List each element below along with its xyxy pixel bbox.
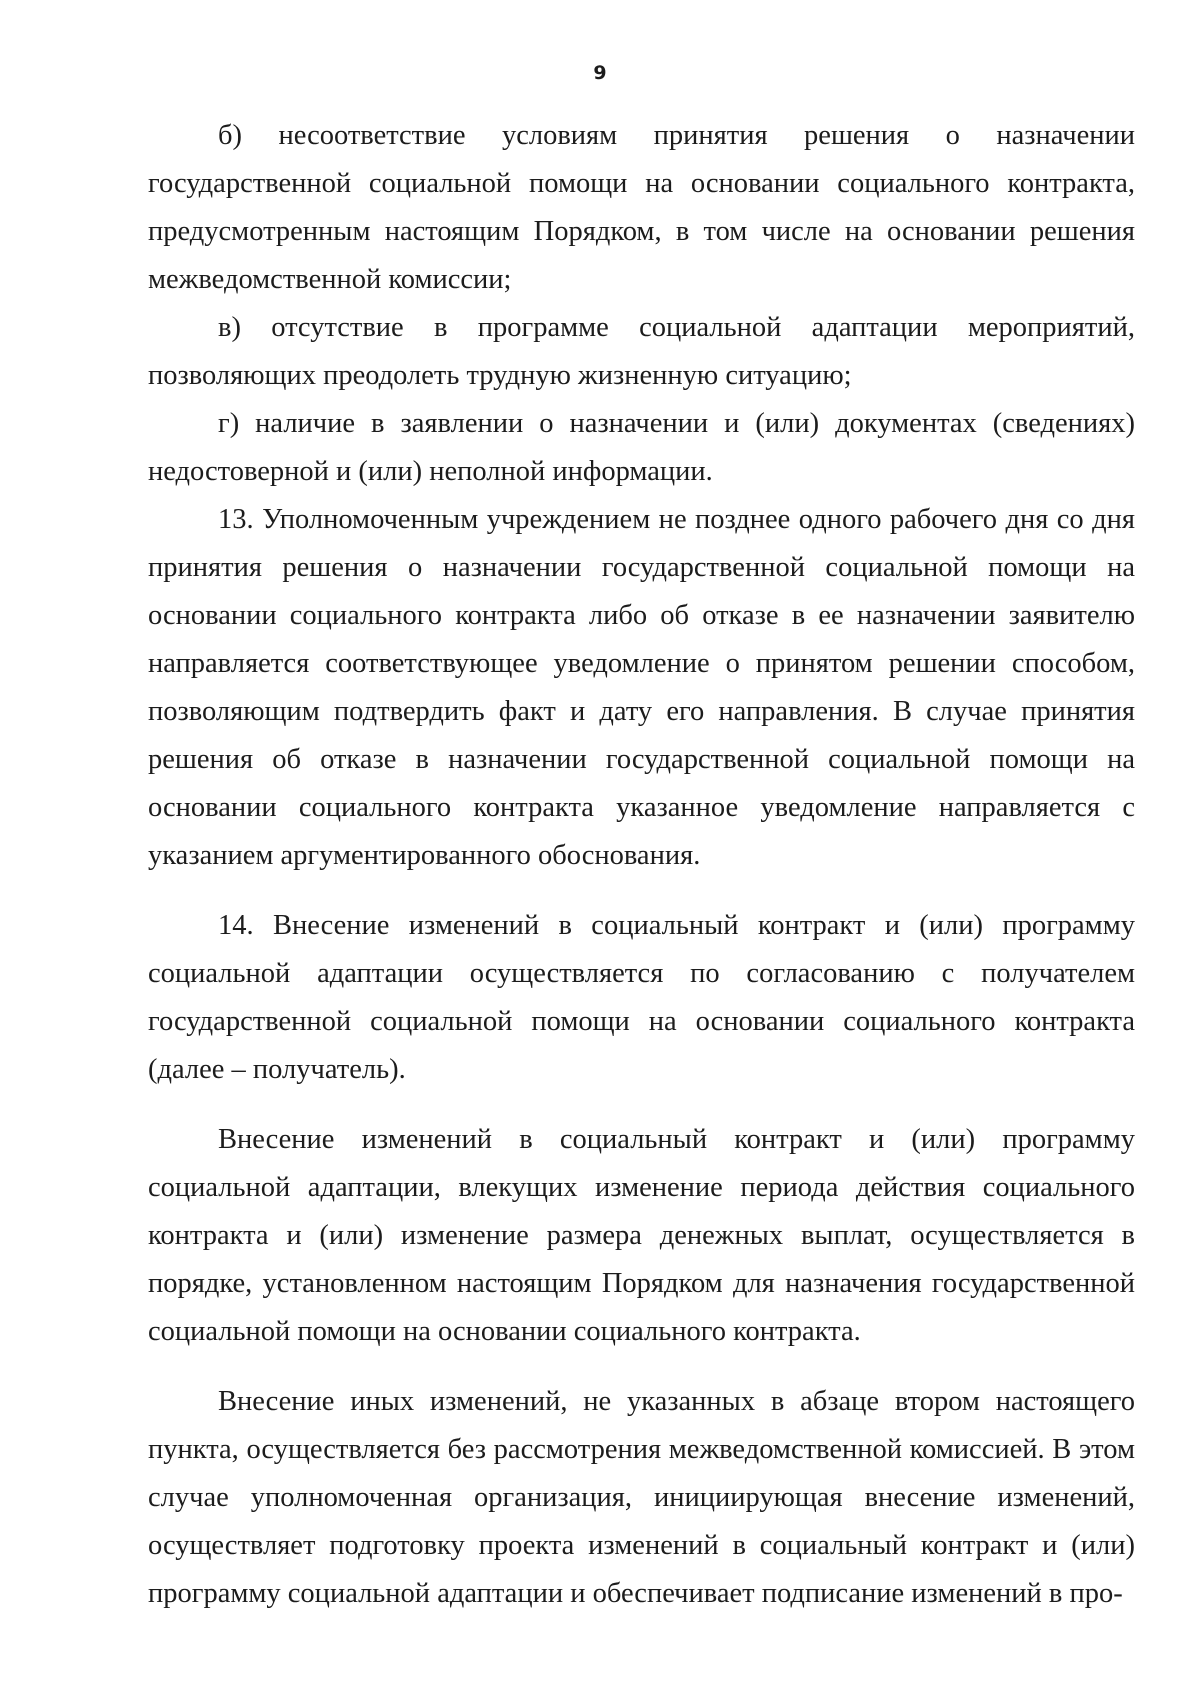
paragraph-b: б) несоответствие условиям принятия решения о назначении государственной социальной помощи на основании социального контракта, предусмотренным настоящим Порядком, в том числе на основании решения межведомственной комиссии; <box>148 120 1135 295</box>
paragraph-14-third: Внесение иных изменений, не указанных в абзаце втором настоящего пункта, осуществляется без рассмотрения межведомственной комиссией. В этом случае уполномоченная организация, инициирующая внесение изменений, осуществляет подготовку проекта изменений в социальный контракт и (или) программу социальной адаптации и обеспечивает подписание изменений в про- <box>148 1386 1135 1609</box>
paragraph-14-second: Внесение изменений в социальный контракт и (или) программу социальной адаптации, влекущих изменение периода действия социального контракта и (или) изменение размера денежных выплат, осуществляется в порядке, установленном настоящим Порядком для назначения государственной социальной помощи на основании социального контракта. <box>148 1124 1135 1347</box>
paragraph-14: 14. Внесение изменений в социальный контракт и (или) программу социальной адаптации осуществляется по согласованию с получателем государственной социальной помощи на основании социального контракта (далее – получатель). <box>148 910 1135 1085</box>
paragraph-13: 13. Уполномоченным учреждением не позднее одного рабочего дня со дня принятия решения о назначении государственной социальной помощи на основании социального контракта либо об отказе в ее назначении заявителю направляется соответствующее уведомление о принятом решении способом, позволяющим подтвердить факт и дату его направления. В случае принятия решения об отказе в назначении государственной социальной помощи на основании социального контракта указанное уведомление направляется с указанием аргументированного обоснования. <box>148 504 1135 871</box>
paragraph-v: в) отсутствие в программе социальной адаптации мероприятий, позволяющих преодолеть трудную жизненную ситуацию; <box>148 312 1135 391</box>
document-body <box>148 112 1135 1618</box>
page-number: 9 <box>593 62 607 84</box>
paragraph-g: г) наличие в заявлении о назначении и (или) документах (сведениях) недостоверной и (или) неполной информации. <box>148 408 1135 487</box>
